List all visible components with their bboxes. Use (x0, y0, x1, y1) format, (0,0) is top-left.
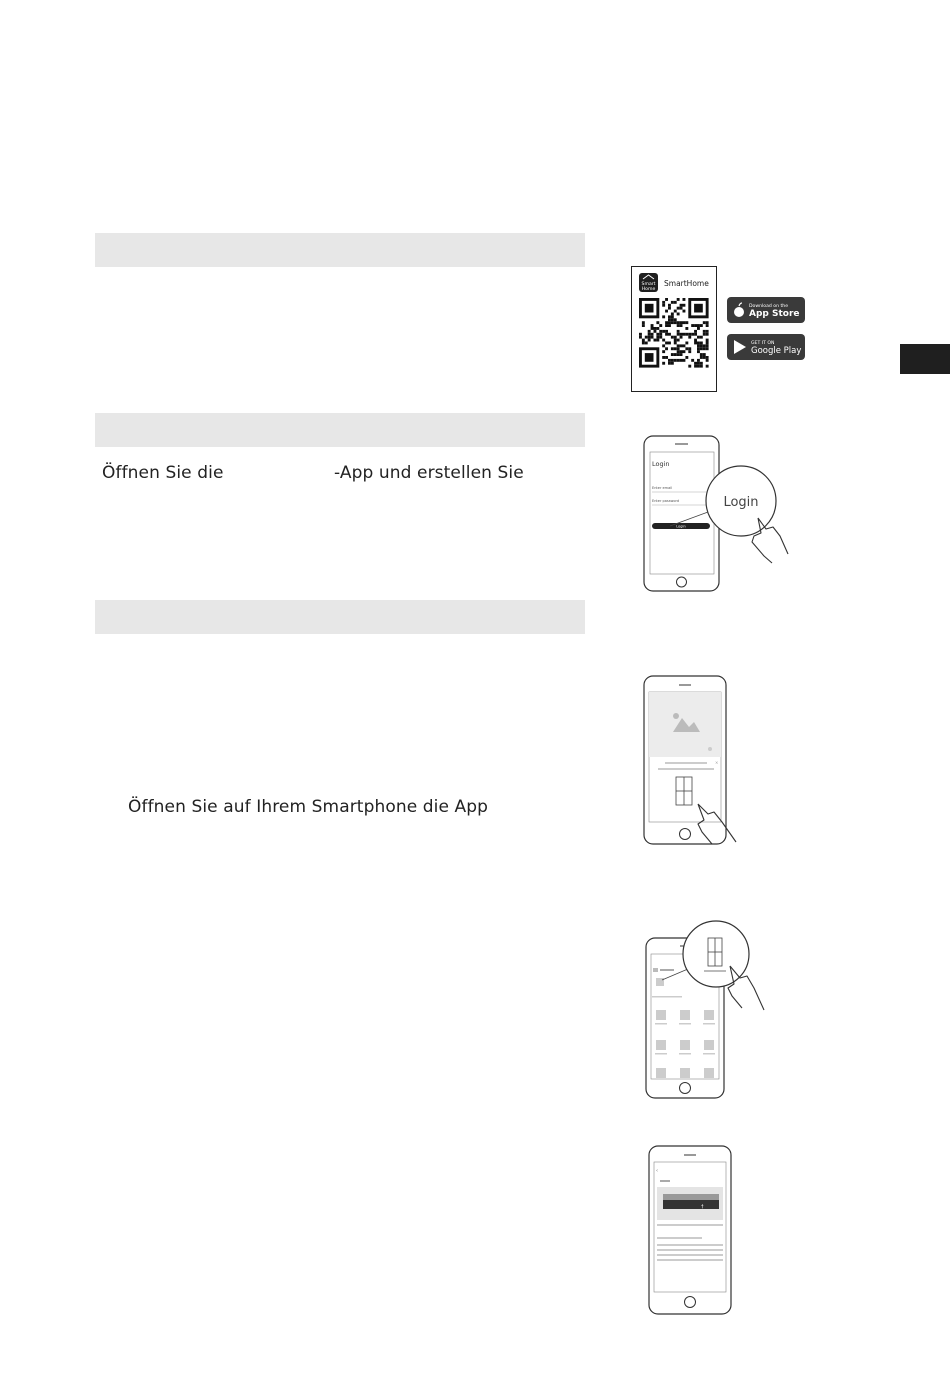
qr-module (697, 362, 700, 365)
qr-module (662, 330, 665, 333)
qr-module (674, 301, 677, 304)
svg-text:‹: ‹ (656, 1168, 658, 1174)
step2-text-left: Öffnen Sie die (102, 463, 224, 483)
qr-module (668, 342, 671, 345)
qr-module (671, 301, 674, 304)
qr-module (697, 327, 700, 330)
qr-module (677, 298, 680, 301)
qr-module (703, 344, 706, 347)
qr-module (656, 321, 659, 324)
qr-app-name: SmartHome (664, 279, 709, 288)
qr-module (668, 362, 671, 365)
qr-module (674, 321, 677, 324)
qr-module (677, 347, 680, 350)
qr-module (697, 359, 700, 362)
qr-module (703, 347, 706, 350)
qr-module (683, 359, 686, 362)
qr-module (677, 350, 680, 353)
qr-module (662, 350, 665, 353)
qr-module (677, 353, 680, 356)
qr-module (648, 333, 651, 336)
qr-module (706, 347, 709, 350)
qr-module (665, 310, 668, 313)
qr-module (677, 339, 680, 342)
qr-module (665, 333, 668, 336)
qr-module (703, 333, 706, 336)
qr-module (680, 324, 683, 327)
section-header-bar-2 (95, 413, 585, 447)
qr-module (662, 362, 665, 365)
app-store-big: App Store (749, 309, 800, 319)
qr-module (697, 324, 700, 327)
qr-module (677, 359, 680, 362)
qr-module (674, 318, 677, 321)
qr-module (674, 353, 677, 356)
qr-module (654, 339, 657, 342)
phone-login-illustration (640, 432, 800, 597)
qr-module (668, 307, 671, 310)
qr-module (697, 336, 700, 339)
qr-module (700, 324, 703, 327)
qr-module (688, 347, 691, 350)
qr-module (656, 339, 659, 342)
qr-module (668, 321, 671, 324)
qr-module (680, 336, 683, 339)
qr-module (680, 304, 683, 307)
qr-module (639, 336, 642, 339)
qr-module (671, 359, 674, 362)
qr-module (697, 365, 700, 368)
qr-module (697, 344, 700, 347)
qr-module (700, 365, 703, 368)
qr-module (674, 347, 677, 350)
phone-home-illustration (640, 672, 750, 850)
qr-module (648, 336, 651, 339)
qr-logo-line1: Smart (641, 282, 656, 287)
qr-module (645, 342, 648, 345)
qr-module (680, 321, 683, 324)
qr-module (700, 336, 703, 339)
qr-module (688, 365, 691, 368)
qr-module (668, 324, 671, 327)
qr-module (706, 321, 709, 324)
qr-module (662, 301, 665, 304)
qr-module (659, 330, 662, 333)
qr-module (700, 362, 703, 365)
qr-module (671, 318, 674, 321)
qr-module (671, 347, 674, 350)
qr-module (700, 353, 703, 356)
qr-module (706, 339, 709, 342)
qr-module (668, 359, 671, 362)
qr-module (694, 362, 697, 365)
qr-module (706, 356, 709, 359)
qr-module (662, 304, 665, 307)
login-screen-title: Login (652, 460, 670, 468)
qr-module (694, 333, 697, 336)
qr-module (668, 318, 671, 321)
qr-module (656, 327, 659, 330)
qr-module (645, 353, 654, 362)
qr-module (651, 336, 654, 339)
qr-module (662, 344, 665, 347)
qr-module (703, 356, 706, 359)
app-store-badge[interactable] (727, 297, 805, 323)
qr-module (700, 342, 703, 345)
qr-module (706, 342, 709, 345)
qr-module (680, 333, 683, 336)
qr-module (694, 330, 697, 333)
qr-module (639, 333, 642, 336)
qr-module (683, 344, 686, 347)
app-store-small: Download on the (749, 304, 789, 309)
qr-module (685, 321, 688, 324)
email-label: Enter email (652, 486, 673, 490)
qr-module (688, 333, 691, 336)
qr-module (706, 333, 709, 336)
qr-module (694, 339, 697, 342)
qr-module (694, 342, 697, 345)
svg-text:†: † (701, 1204, 704, 1210)
qr-module (683, 321, 686, 324)
qr-module (706, 324, 709, 327)
qr-module (671, 321, 674, 324)
qr-module (656, 336, 659, 339)
qr-module (688, 350, 691, 353)
step2-text-right: -App und erstellen Sie (334, 463, 524, 483)
qr-module (654, 330, 657, 333)
qr-module (688, 336, 691, 339)
qr-module (668, 315, 671, 318)
qr-module (648, 330, 651, 333)
qr-module (651, 327, 654, 330)
section-header-bar-3 (95, 600, 585, 634)
qr-module (694, 304, 703, 313)
qr-module (671, 336, 674, 339)
qr-module (674, 310, 677, 313)
qr-module (706, 359, 709, 362)
qr-module (700, 356, 703, 359)
qr-module (642, 324, 645, 327)
qr-module (677, 333, 680, 336)
qr-module (691, 324, 694, 327)
qr-module (671, 315, 674, 318)
qr-module (671, 362, 674, 365)
qr-module (694, 324, 697, 327)
qr-module (683, 350, 686, 353)
qr-module (668, 304, 671, 307)
qr-module (659, 336, 662, 339)
qr-module (703, 353, 706, 356)
google-play-big: Google Play (751, 346, 802, 356)
qr-module (680, 353, 683, 356)
qr-module (674, 359, 677, 362)
qr-module (706, 344, 709, 347)
qr-module (674, 342, 677, 345)
phone-device-detail-illustration (645, 1142, 740, 1320)
qr-module (697, 350, 700, 353)
qr-module (665, 356, 668, 359)
qr-module (685, 356, 688, 359)
qr-module (700, 344, 703, 347)
qr-module (677, 313, 680, 316)
section-header-bar-1 (95, 233, 585, 267)
qr-module (683, 304, 686, 307)
qr-module (697, 347, 700, 350)
qr-module (665, 342, 668, 345)
svg-text:×: × (715, 760, 719, 765)
qr-module (642, 342, 645, 345)
qr-module (703, 330, 706, 333)
qr-module (671, 353, 674, 356)
qr-module (703, 321, 706, 324)
qr-module (642, 339, 645, 342)
qr-module (677, 321, 680, 324)
qr-module (677, 330, 680, 333)
qr-module (642, 321, 645, 324)
google-play-badge[interactable] (727, 334, 805, 360)
chapter-tab (900, 344, 950, 374)
qr-module (665, 298, 668, 301)
qr-module (659, 333, 662, 336)
qr-module (651, 324, 654, 327)
qr-module (691, 359, 694, 362)
qr-module (680, 344, 683, 347)
qr-module (683, 298, 686, 301)
qr-module (656, 333, 659, 336)
qr-module (665, 347, 668, 350)
qr-module (662, 339, 665, 342)
phone-device-list-illustration (640, 918, 775, 1103)
qr-module (680, 307, 683, 310)
qr-module (677, 324, 680, 327)
qr-module (685, 342, 688, 345)
qr-module (648, 339, 651, 342)
qr-module (691, 333, 694, 336)
qr-module (651, 333, 654, 336)
qr-module (683, 310, 686, 313)
qr-logo-line2: Home (641, 287, 656, 292)
qr-module (674, 336, 677, 339)
qr-module (685, 333, 688, 336)
qr-module (668, 333, 671, 336)
qr-module (697, 342, 700, 345)
qr-module (677, 307, 680, 310)
qr-card (631, 266, 717, 392)
qr-module (662, 315, 665, 318)
qr-module (671, 313, 674, 316)
qr-module (680, 350, 683, 353)
qr-module (683, 333, 686, 336)
qr-module (680, 359, 683, 362)
qr-module (674, 339, 677, 342)
qr-module (685, 327, 688, 330)
qr-module (665, 324, 668, 327)
qr-module (659, 324, 662, 327)
qr-module (645, 304, 654, 313)
qr-module (662, 356, 665, 359)
qr-module (665, 330, 668, 333)
qr-module (706, 330, 709, 333)
step3-text: Öffnen Sie auf Ihrem Smartphone die App (128, 797, 489, 817)
qr-module (685, 347, 688, 350)
qr-module (677, 344, 680, 347)
qr-module (706, 365, 709, 368)
qr-module (645, 336, 648, 339)
qr-module (700, 347, 703, 350)
password-label: Enter password (652, 499, 680, 503)
qr-module (694, 365, 697, 368)
login-zoom-label: Login (723, 495, 759, 510)
google-play-small: GET IT ON (751, 341, 775, 346)
qr-module (665, 321, 668, 324)
qr-module (654, 327, 657, 330)
login-button-label: Login (676, 524, 686, 529)
